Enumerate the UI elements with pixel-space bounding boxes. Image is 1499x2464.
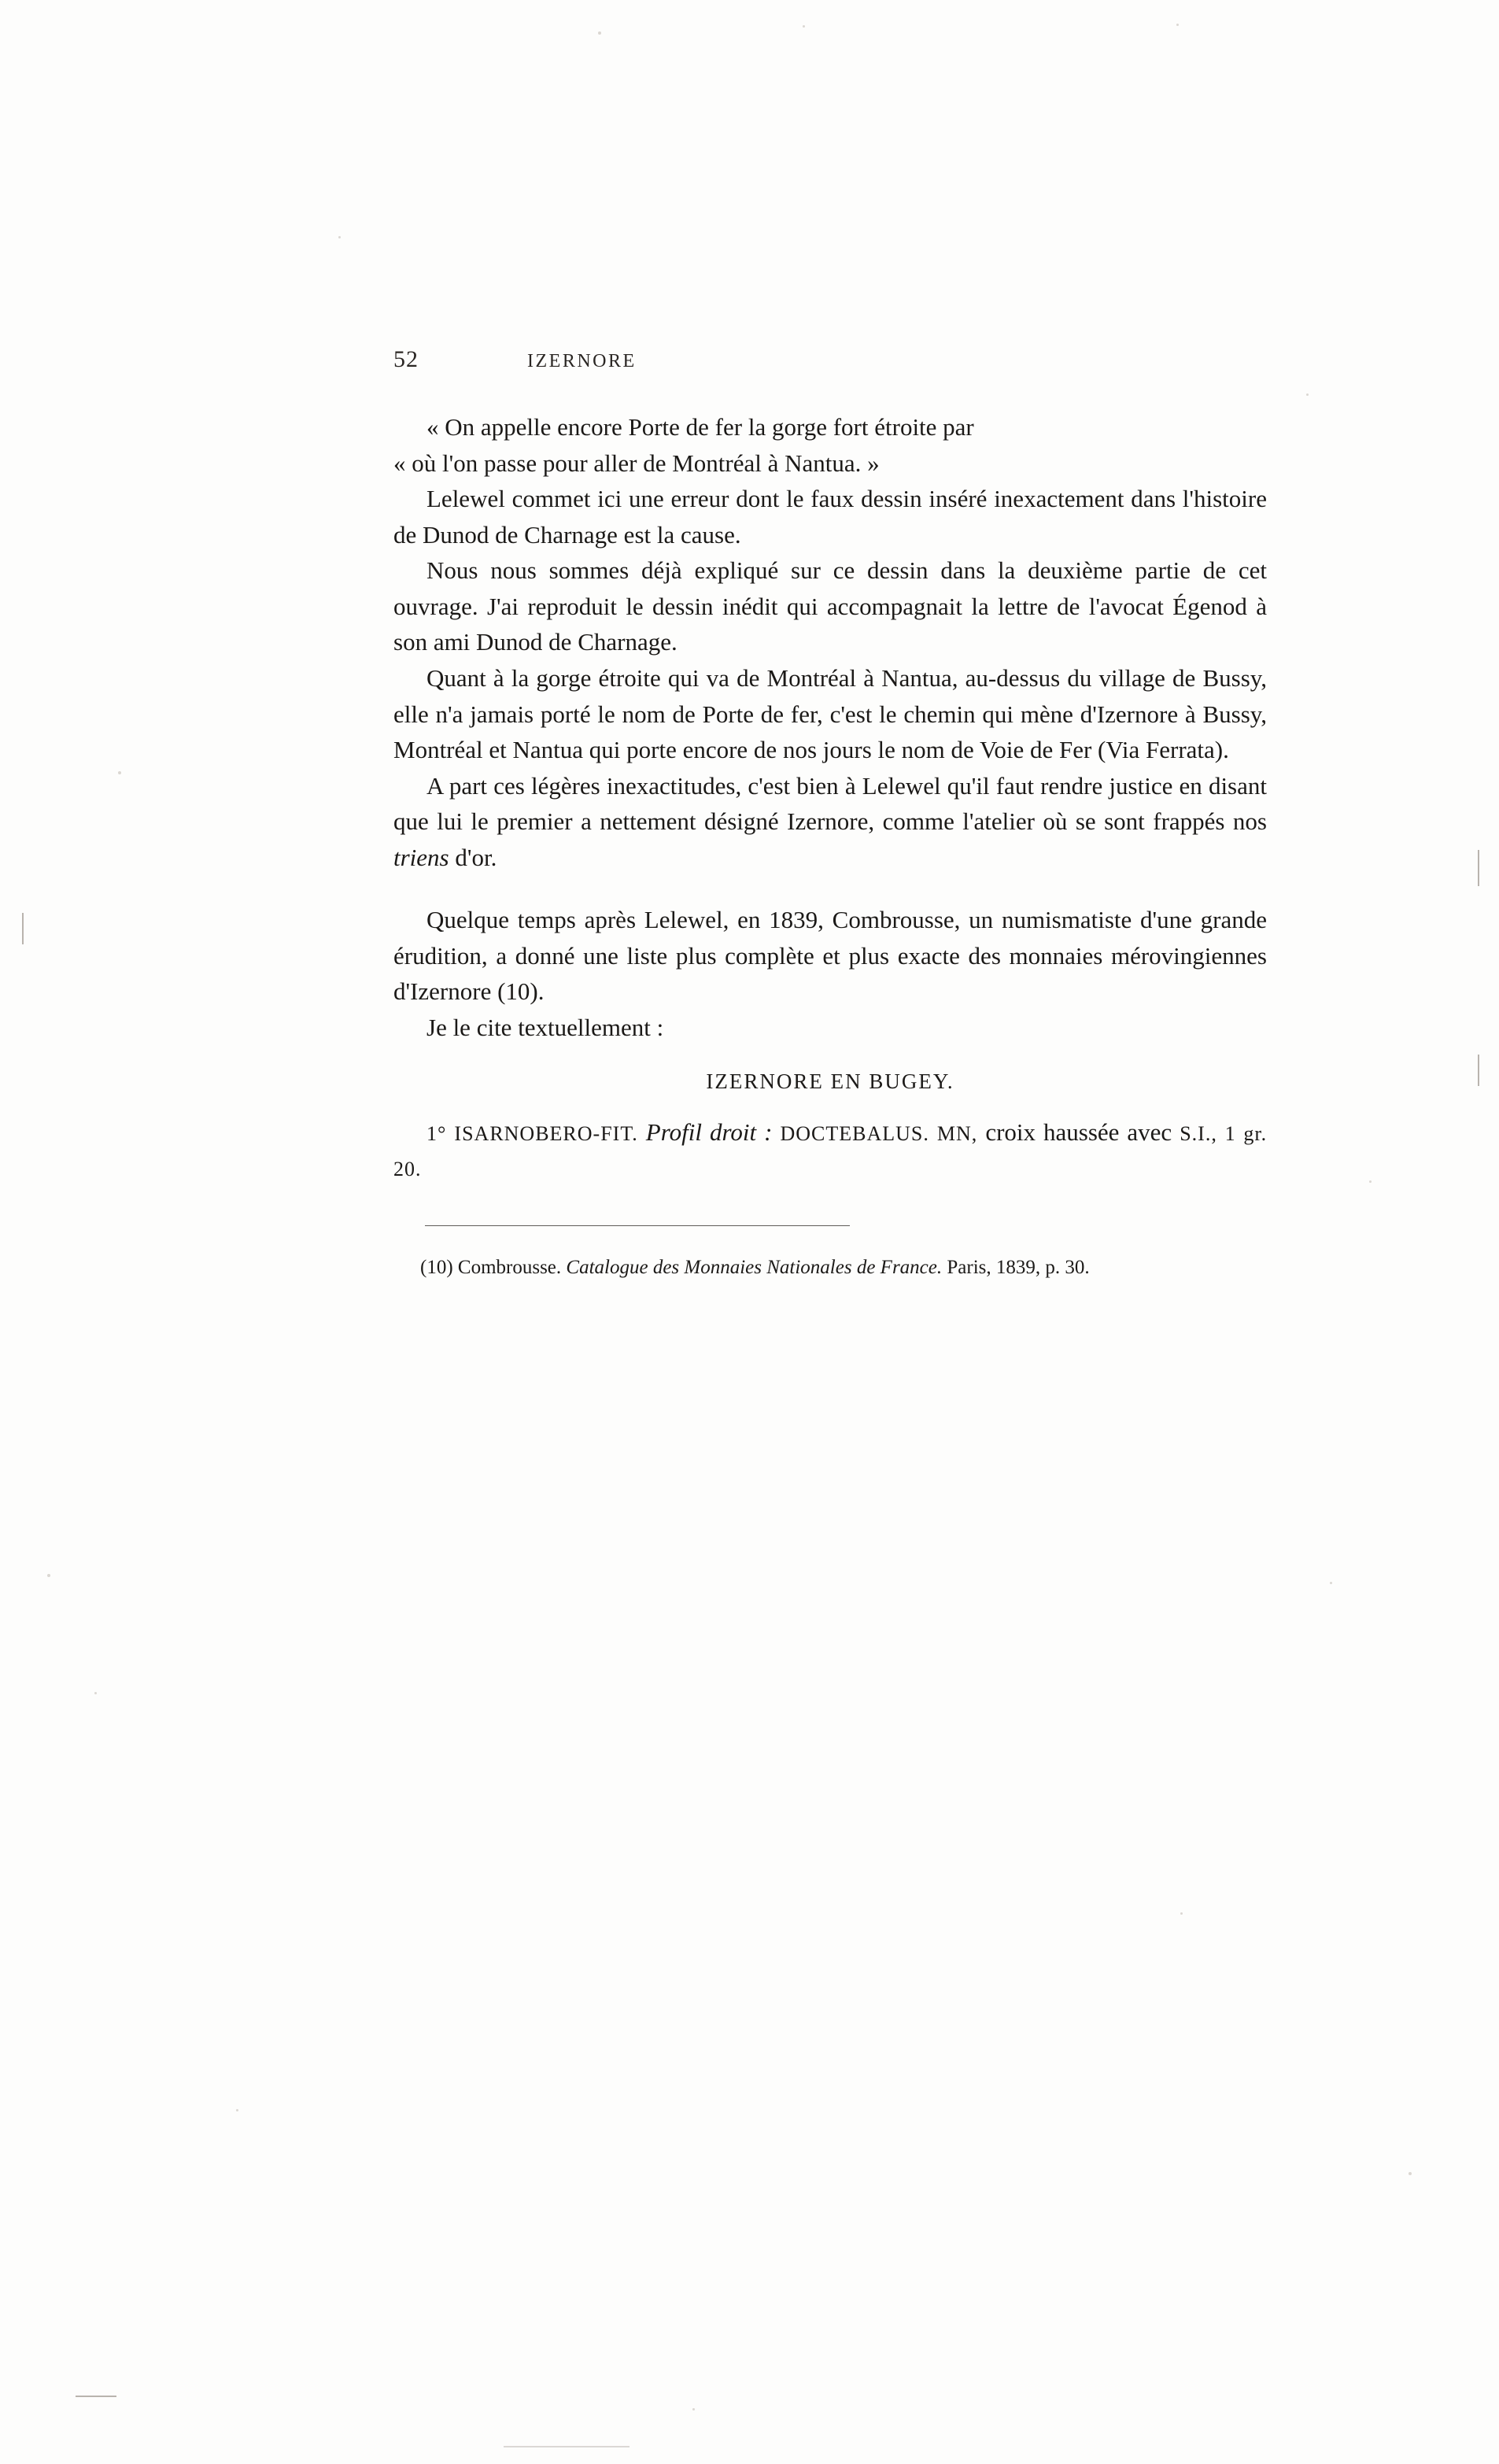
page-header bbox=[393, 346, 1267, 378]
scan-speck bbox=[47, 1574, 50, 1577]
paragraph-quote-line-2: « où l'on passe pour aller de Montréal à Nantua. » bbox=[393, 449, 880, 477]
page-content bbox=[393, 346, 1267, 1282]
footnote-title: Catalogue des Monnaies Nationales de France. bbox=[566, 1256, 943, 1278]
section-heading: IZERNORE EN BUGEY. bbox=[706, 1069, 954, 1093]
margin-tick bbox=[1478, 850, 1479, 886]
footnote bbox=[393, 1253, 1267, 1283]
entry-profile-label: Profil droit : bbox=[645, 1117, 773, 1146]
paragraph-gorge-etroite: Quant à la gorge étroite qui va de Montréal à Nantua, au-dessus du village de Bussy, elle n'a jamais porté le nom de Porte de fer, c'est le chemin qui mène d'Izernore à Bussy, Montréal et Nantua qui porte encore de nos jours le nom de Voie de Fer (Via Ferrata). bbox=[393, 663, 1267, 764]
scan-speck bbox=[598, 31, 601, 35]
scan-speck bbox=[1306, 393, 1309, 396]
emphasis-triens: triens bbox=[393, 843, 449, 871]
scan-speck bbox=[1330, 1582, 1332, 1584]
margin-tick bbox=[1478, 1055, 1479, 1086]
entry-description: croix haussée avec bbox=[985, 1117, 1172, 1146]
footnote-author: Combrousse. bbox=[457, 1256, 562, 1278]
margin-tick bbox=[76, 2396, 116, 2397]
scan-speck bbox=[236, 2109, 238, 2111]
scan-speck bbox=[1409, 2172, 1412, 2175]
footnote-imprint: Paris, 1839, p. 30. bbox=[947, 1256, 1090, 1278]
footnote-marker: (10) bbox=[420, 1256, 453, 1278]
scan-speck bbox=[692, 2408, 695, 2410]
scan-speck bbox=[803, 25, 805, 28]
scan-speck bbox=[1180, 1912, 1183, 1915]
paragraph-spacer bbox=[393, 875, 1267, 902]
catalog-entry bbox=[393, 1114, 1267, 1186]
scan-speck bbox=[118, 771, 121, 774]
footnote-rule bbox=[425, 1225, 850, 1226]
running-head: IZERNORE bbox=[527, 351, 637, 371]
scan-speck bbox=[94, 1692, 97, 1694]
margin-tick bbox=[22, 913, 24, 944]
entry-legend: DOCTEBALUS. bbox=[780, 1121, 929, 1145]
margin-tick bbox=[504, 2446, 630, 2447]
paragraph-citation-intro: Je le cite textuellement : bbox=[426, 1014, 664, 1041]
paragraph-inexactitudes: A part ces légères inexactitudes, c'est bien à Lelewel qu'il faut rendre justice en disant que lui le premier a nettement désigné Izernore, comme l'atelier où se sont frappés nos triens d'or. bbox=[393, 771, 1267, 871]
paragraph-dessin-inedit: Nous nous sommes déjà expliqué sur ce dessin dans la deuxième partie de cet ouvrage. J'ai reproduit le dessin inédit qui accompagnait la lettre de l'avocat Égenod à son ami Dunod de Charnage. bbox=[393, 556, 1267, 656]
scan-speck bbox=[1369, 1180, 1372, 1183]
entry-number: 1° bbox=[426, 1121, 447, 1145]
paragraph-lelewel-error: Lelewel commet ici une erreur dont le faux dessin inséré inexactement dans l'histoire de Dunod de Charnage est la cause. bbox=[393, 485, 1267, 549]
scan-speck bbox=[1176, 24, 1179, 26]
entry-name: ISARNOBERO-FIT. bbox=[454, 1121, 638, 1145]
entry-weight: S.I., 1 gr. 20. bbox=[393, 1121, 1268, 1181]
folio-number: 52 bbox=[393, 346, 419, 372]
paragraph-combrousse: Quelque temps après Lelewel, en 1839, Combrousse, un numismatiste d'une grande érudition, a donné une liste plus complète et plus exacte des monnaies mérovingiennes d'Izernore (10). bbox=[393, 906, 1267, 1006]
scan-speck bbox=[338, 236, 341, 238]
entry-mint: MN, bbox=[936, 1121, 978, 1145]
paragraph-quote-line-1: « On appelle encore Porte de fer la gorge fort étroite par bbox=[426, 413, 974, 441]
